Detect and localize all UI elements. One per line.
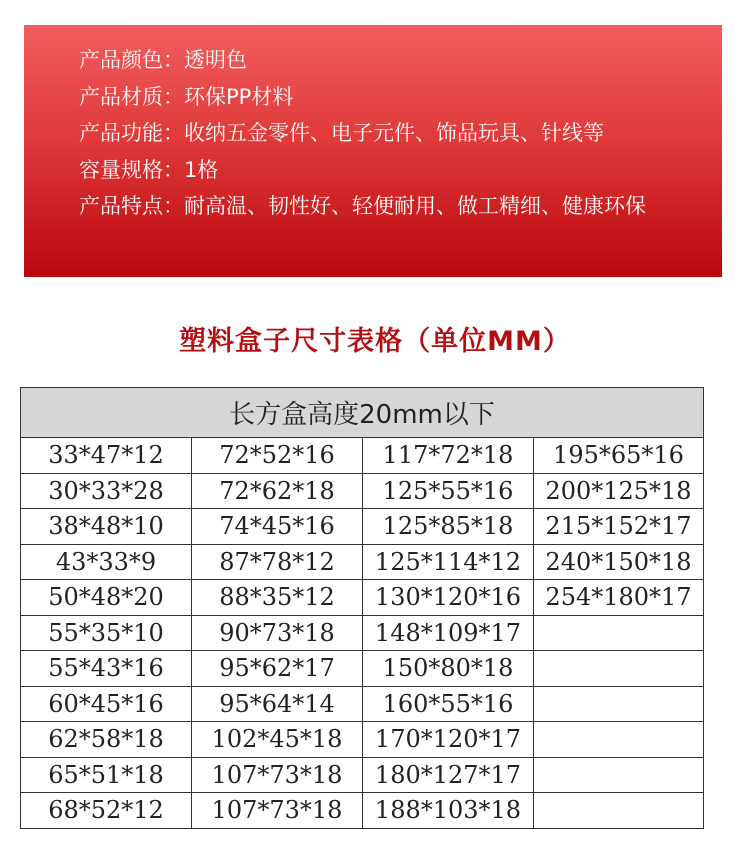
- size-cell: 170*120*17: [363, 722, 534, 758]
- table-row: [21, 757, 704, 793]
- info-row-color: [79, 42, 722, 79]
- size-cell: 30*33*28: [21, 473, 192, 509]
- size-cell: 107*73*18: [192, 757, 363, 793]
- info-value: 环保PP材料: [184, 84, 294, 109]
- table-header-row: [21, 388, 704, 438]
- table-row: [21, 544, 704, 580]
- table-row: [21, 651, 704, 687]
- size-cell: 55*35*10: [21, 615, 192, 651]
- size-cell: 130*120*16: [363, 580, 534, 616]
- size-cell: [534, 722, 704, 758]
- size-cell: 107*73*18: [192, 793, 363, 829]
- table-row: [21, 793, 704, 829]
- size-cell: 90*73*18: [192, 615, 363, 651]
- size-cell: 188*103*18: [363, 793, 534, 829]
- size-cell: 102*45*18: [192, 722, 363, 758]
- size-cell: 87*78*12: [192, 544, 363, 580]
- size-cell: 74*45*16: [192, 509, 363, 545]
- info-row-material: [79, 79, 722, 116]
- info-value: 耐高温、韧性好、轻便耐用、做工精细、健康环保: [184, 194, 646, 218]
- info-label: 产品功能：: [79, 121, 184, 145]
- size-cell: 95*64*14: [192, 686, 363, 722]
- size-cell: 254*180*17: [534, 580, 704, 616]
- size-cell: 125*85*18: [363, 509, 534, 545]
- size-cell: 33*47*12: [21, 438, 192, 474]
- size-cell: 215*152*17: [534, 509, 704, 545]
- size-cell: 125*114*12: [363, 544, 534, 580]
- info-value: 收纳五金零件、电子元件、饰品玩具、针线等: [184, 121, 604, 145]
- size-cell: [534, 615, 704, 651]
- size-cell: 50*48*20: [21, 580, 192, 616]
- table-header: 长方盒高度20mm以下: [21, 388, 704, 438]
- size-cell: [534, 651, 704, 687]
- size-table-body: [21, 438, 704, 829]
- info-row-capacity: [79, 152, 722, 189]
- table-row: [21, 722, 704, 758]
- size-cell: 38*48*10: [21, 509, 192, 545]
- size-cell: 68*52*12: [21, 793, 192, 829]
- table-row: [21, 473, 704, 509]
- size-cell: 62*58*18: [21, 722, 192, 758]
- info-label: 容量规格：: [79, 157, 184, 182]
- info-row-features: [79, 188, 722, 225]
- size-table: [20, 387, 704, 829]
- info-row-function: [79, 115, 722, 152]
- info-label: 产品特点：: [79, 194, 184, 218]
- table-row: [21, 686, 704, 722]
- size-cell: 88*35*12: [192, 580, 363, 616]
- size-cell: 60*45*16: [21, 686, 192, 722]
- info-label: 产品颜色：: [79, 48, 184, 72]
- size-cell: 160*55*16: [363, 686, 534, 722]
- size-cell: 65*51*18: [21, 757, 192, 793]
- info-value: 透明色: [184, 48, 247, 72]
- info-label: 产品材质：: [79, 84, 184, 109]
- size-table-title: 塑料盒子尺寸表格（单位MM）: [179, 326, 571, 357]
- size-cell: 43*33*9: [21, 544, 192, 580]
- size-cell: 195*65*16: [534, 438, 704, 474]
- table-row: [21, 438, 704, 474]
- size-cell: 95*62*17: [192, 651, 363, 687]
- size-cell: 200*125*18: [534, 473, 704, 509]
- size-cell: 117*72*18: [363, 438, 534, 474]
- size-cell: [534, 757, 704, 793]
- info-value: 1格: [184, 157, 219, 182]
- size-cell: [534, 793, 704, 829]
- table-row: [21, 615, 704, 651]
- table-row: [21, 580, 704, 616]
- size-cell: 72*62*18: [192, 473, 363, 509]
- size-cell: [534, 686, 704, 722]
- table-row: [21, 509, 704, 545]
- size-cell: 55*43*16: [21, 651, 192, 687]
- size-cell: 180*127*17: [363, 757, 534, 793]
- product-info-panel: [24, 25, 722, 277]
- size-cell: 240*150*18: [534, 544, 704, 580]
- size-cell: 125*55*16: [363, 473, 534, 509]
- size-cell: 150*80*18: [363, 651, 534, 687]
- size-cell: 148*109*17: [363, 615, 534, 651]
- size-cell: 72*52*16: [192, 438, 363, 474]
